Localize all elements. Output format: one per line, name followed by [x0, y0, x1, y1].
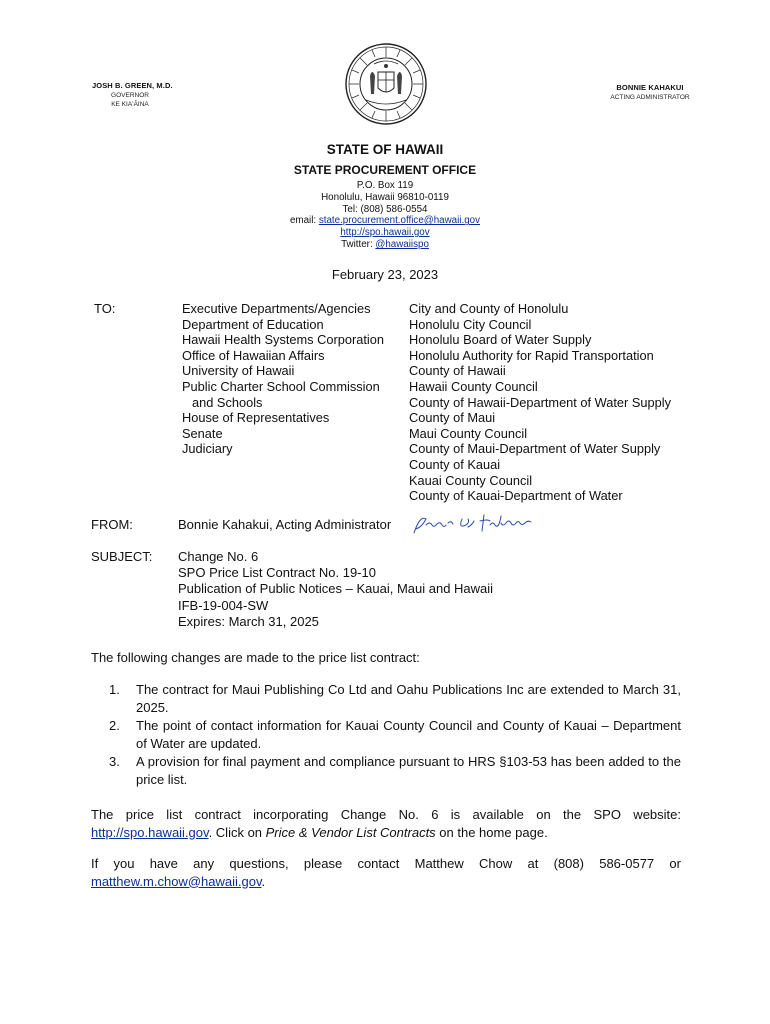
contact-word: 586-0577: [599, 856, 655, 871]
recipient: County of Maui: [409, 410, 496, 426]
subject-label: SUBJECT:: [91, 549, 153, 564]
recipient: County of Maui-Department of Water Supply: [409, 441, 661, 457]
list-item: [109, 753, 681, 788]
list-item: [109, 681, 681, 716]
signature-icon: [412, 509, 544, 537]
governor-block: [92, 81, 173, 110]
list-text: A provision for final payment and compliance pursuant to HRS §103-53 has been added to the price list.: [136, 754, 681, 787]
contact-word: or: [669, 856, 681, 871]
email-prefix: email:: [289, 215, 319, 227]
spo-website-link[interactable]: http://spo.hawaii.gov: [91, 824, 209, 840]
website-line: [0, 227, 770, 239]
contact-line: [91, 873, 681, 891]
changes-list: [109, 681, 681, 789]
contact-word: have: [149, 856, 178, 871]
letterhead: [0, 142, 770, 251]
list-number: 2.: [109, 718, 120, 733]
contact-word: Matthew: [414, 856, 464, 871]
recipient: Judiciary: [182, 441, 233, 457]
state-seal-icon: [344, 42, 428, 126]
telephone: Tel: (808) 586-0554: [342, 203, 428, 215]
administrator-name: BONNIE KAHAKUI: [616, 83, 684, 92]
recipient: Department of Education: [182, 316, 324, 332]
recipient: House of Representatives: [182, 410, 330, 426]
recipient: County of Kauai-Department of Water: [409, 488, 623, 504]
from-sender: Bonnie Kahakui, Acting Administrator: [178, 517, 392, 532]
state-title: STATE OF HAWAII: [326, 142, 444, 157]
contact-paragraph: [91, 855, 681, 890]
memo-date: February 23, 2023: [331, 267, 439, 282]
recipient: Public Charter School Commission: [182, 378, 380, 394]
list-number: 3.: [109, 754, 120, 769]
twitter-prefix: Twitter:: [341, 238, 376, 250]
list-text: The contract for Maui Publishing Co Ltd and Oahu Publications Inc are extended to March 31, 2025.: [136, 682, 681, 715]
recipient: Hawaii County Council: [409, 378, 538, 394]
website-text: on the home page.: [435, 824, 548, 840]
office-title: STATE PROCUREMENT OFFICE: [293, 163, 477, 177]
contact-word: you: [113, 856, 135, 871]
subject-lines: [178, 549, 493, 630]
recipient: Hawaii Health Systems Corporation: [182, 332, 384, 348]
recipient: City and County of Honolulu: [409, 301, 569, 316]
recipient: Honolulu City Council: [409, 316, 532, 332]
recipient: County of Hawaii-Department of Water Supply: [409, 394, 671, 410]
to-label: TO:: [94, 301, 116, 316]
recipients-right-column: [409, 301, 671, 504]
administrator-title: ACTING ADMINISTRATOR: [610, 93, 690, 101]
office-website-link[interactable]: http://spo.hawaii.gov: [340, 227, 430, 239]
recipients-left-column: [182, 301, 384, 457]
twitter-line: [0, 239, 770, 251]
recipient: University of Hawaii: [182, 363, 295, 379]
contact-text: .: [261, 873, 266, 889]
contact-line: [91, 855, 681, 873]
subject-line: Change No. 6: [178, 549, 259, 564]
recipient: Honolulu Board of Water Supply: [409, 332, 592, 348]
contact-word: contact: [357, 856, 400, 871]
contact-word: (808): [553, 856, 584, 871]
contact-word: at: [527, 856, 539, 871]
recipient: County of Hawaii: [409, 363, 506, 379]
office-email-link[interactable]: state.procurement.office@hawaii.gov: [318, 215, 480, 227]
contact-word: questions,: [229, 856, 289, 871]
list-number: 1.: [109, 682, 120, 697]
recipient: Senate: [182, 425, 223, 441]
subject-line: SPO Price List Contract No. 19-10: [178, 565, 376, 581]
twitter-link[interactable]: @hawaiispo: [375, 238, 429, 250]
website-text: The price list contract incorporating Change No. 6 is available on the SPO website:: [91, 807, 681, 822]
contact-word: Chow: [479, 856, 513, 871]
subject-line: Publication of Public Notices – Kauai, Maui and Hawaii: [178, 581, 494, 597]
governor-name: JOSH B. GREEN, M.D.: [92, 81, 173, 90]
intro-paragraph: The following changes are made to the price list contract:: [91, 650, 420, 665]
recipient: Honolulu Authority for Rapid Transportation: [409, 347, 654, 363]
recipient: Maui County Council: [409, 425, 528, 441]
website-paragraph: [91, 806, 681, 841]
recipient: and Schools: [192, 394, 263, 410]
subject-line: Expires: March 31, 2025: [178, 613, 319, 629]
contact-word: If: [91, 856, 99, 871]
list-item: [109, 717, 681, 752]
contact-word: any: [193, 856, 215, 871]
contact-word: please: [303, 856, 343, 871]
recipient: County of Kauai: [409, 456, 501, 472]
po-box: P.O. Box 119: [356, 180, 414, 191]
website-text: . Click on: [208, 824, 266, 840]
administrator-block: [602, 83, 698, 102]
city-address: Honolulu, Hawaii 96810-0119: [321, 191, 449, 203]
website-emphasis: Price & Vendor List Contracts: [265, 824, 436, 840]
recipient: Kauai County Council: [409, 472, 533, 488]
contact-email-link[interactable]: matthew.m.chow@hawaii.gov: [91, 873, 262, 889]
recipient: Executive Departments/Agencies: [182, 301, 371, 316]
from-label: FROM:: [91, 517, 133, 532]
recipient: Office of Hawaiian Affairs: [182, 347, 325, 363]
email-line: [0, 215, 770, 227]
list-text: The point of contact information for Kauai County Council and County of Kauai – Department of Water are updated.: [136, 718, 681, 751]
subject-line: IFB-19-004-SW: [178, 597, 269, 613]
governor-title: GOVERNOR: [111, 91, 149, 99]
governor-title-hawaiian: KE KIAʻĀINA: [111, 101, 149, 108]
